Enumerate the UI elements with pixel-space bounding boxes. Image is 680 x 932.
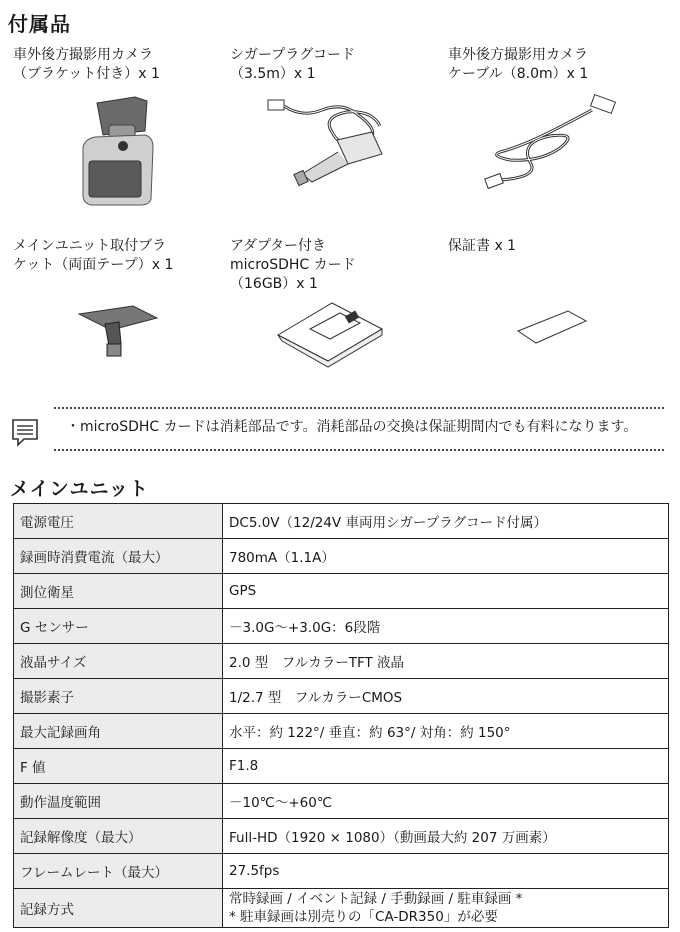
accessories-heading: 付属品 — [8, 12, 71, 36]
spec-value: 27.5fps — [223, 854, 669, 889]
sd-card-image — [270, 295, 390, 375]
spec-key: 最大記録画角 — [14, 714, 223, 749]
spec-key: 測位衛星 — [14, 574, 223, 609]
spec-key: G センサー — [14, 609, 223, 644]
spec-value: 780mA（1.1A） — [223, 539, 669, 574]
cigar-cord-image — [262, 92, 412, 192]
table-row — [14, 609, 669, 644]
accessory-rear-camera-label: 車外後方撮影用カメラ （ブラケット付き）x 1 — [13, 47, 160, 82]
note-bottom-divider — [54, 449, 664, 451]
memo-icon — [10, 417, 40, 447]
spec-key: 電源電圧 — [14, 504, 223, 539]
spec-key: F 値 — [14, 749, 223, 784]
table-row — [14, 749, 669, 784]
spec-key: 録画時消費電流（最大） — [14, 539, 223, 574]
spec-key: 撮影素子 — [14, 679, 223, 714]
note-text: ・microSDHC カードは消耗部品です。消耗部品の交換は保証期間内でも有料になります。 — [66, 419, 638, 435]
table-row — [14, 574, 669, 609]
note-top-divider — [54, 407, 664, 409]
table-row — [14, 889, 669, 928]
spec-value: 水平：約 122°/ 垂直：約 63°/ 対角：約 150° — [223, 714, 669, 749]
table-row — [14, 714, 669, 749]
warranty-image — [512, 305, 592, 350]
table-row — [14, 644, 669, 679]
spec-value: Full-HD（1920 × 1080）（動画最大約 207 万画素） — [223, 819, 669, 854]
note-box — [8, 405, 668, 455]
spec-value-note: * 駐車録画は別売りの「CA-DR350」が必要 — [229, 909, 498, 925]
table-row — [14, 784, 669, 819]
accessory-sd-card-label: アダプター付き microSDHC カード （16GB）x 1 — [230, 238, 356, 292]
accessory-warranty-label: 保証書 x 1 — [448, 238, 517, 254]
accessory-bracket-label: メインユニット取付ブラ ケット（両面テープ）x 1 — [13, 238, 174, 273]
table-row — [14, 854, 669, 889]
spec-value — [223, 889, 669, 928]
spec-key: フレームレート（最大） — [14, 854, 223, 889]
spec-value-line: 常時録画 / イベント記録 / 手動録画 / 駐車録画 * — [229, 891, 523, 907]
table-row — [14, 679, 669, 714]
camera-cable-image — [480, 92, 630, 197]
main-unit-heading: メインユニット — [10, 478, 149, 500]
spec-key: 動作温度範囲 — [14, 784, 223, 819]
spec-key: 記録解像度（最大） — [14, 819, 223, 854]
accessory-camera-cable-label: 車外後方撮影用カメラ ケーブル（8.0m）x 1 — [448, 47, 589, 82]
spec-value: DC5.0V（12/24V 車両用シガープラグコード付属） — [223, 504, 669, 539]
bracket-image — [75, 300, 165, 360]
spec-value: GPS — [223, 574, 669, 609]
spec-key: 記録方式 — [14, 889, 223, 928]
main-unit-spec-table — [13, 503, 669, 928]
spec-value: 1/2.7 型 フルカラーCMOS — [223, 679, 669, 714]
table-row — [14, 504, 669, 539]
spec-value: F1.8 — [223, 749, 669, 784]
spec-key: 液晶サイズ — [14, 644, 223, 679]
accessory-cigar-cord-label: シガープラグコード （3.5m）x 1 — [230, 47, 356, 82]
rear-camera-image — [75, 95, 165, 210]
spec-value: 2.0 型 フルカラーTFT 液晶 — [223, 644, 669, 679]
table-row — [14, 819, 669, 854]
spec-value: －3.0G～+3.0G：6段階 — [223, 609, 669, 644]
table-row — [14, 539, 669, 574]
spec-value: －10℃～+60℃ — [223, 784, 669, 819]
